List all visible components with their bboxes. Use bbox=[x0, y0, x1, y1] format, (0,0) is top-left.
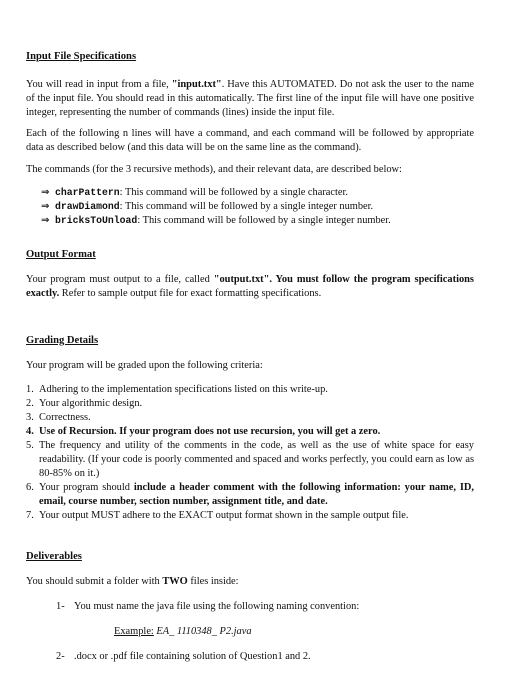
deliverable-item bbox=[56, 600, 474, 614]
output-format-bold-text: . You must follow the program specifications exactly. bbox=[26, 274, 474, 299]
command-item bbox=[41, 214, 474, 228]
deliverables-intro-text-b: files inside: bbox=[187, 576, 239, 587]
input-spec-paragraph-2: Each of the following n lines will have a command, and each command will be followed by appropriate data as described below (and this data will be on the same line as the command). bbox=[26, 128, 474, 153]
criteria-text-bold: include a header comment with the following information: your name, ID, email, course number, section number, assignment title, and date. bbox=[39, 482, 474, 507]
criteria-item bbox=[26, 411, 474, 425]
command-description: : This command will be followed by a single integer number. bbox=[137, 215, 391, 226]
grading-heading: Grading Details bbox=[26, 335, 99, 346]
criteria-text: Use of Recursion. If your program does not use recursion, you will get a zero. bbox=[39, 426, 381, 437]
example-label: Example: bbox=[114, 626, 154, 637]
right-arrow-icon: ⇒ bbox=[41, 201, 50, 212]
naming-example bbox=[114, 625, 474, 639]
command-item bbox=[41, 186, 474, 200]
command-description: : This command will be followed by a single integer number. bbox=[119, 201, 374, 212]
command-name: bricksToUnload bbox=[55, 215, 138, 226]
deliverables-intro-text-a: You should submit a folder with bbox=[26, 576, 163, 587]
criteria-text: Your output MUST adhere to the EXACT output format shown in the sample output file. bbox=[39, 510, 409, 521]
criteria-item bbox=[26, 397, 474, 411]
input-spec-paragraph-3: The commands (for the 3 recursive methods), and their relevant data, are described below: bbox=[26, 164, 402, 175]
deliverables-count: TWO bbox=[162, 576, 188, 587]
deliverables-list bbox=[26, 600, 474, 664]
deliverables-intro bbox=[26, 575, 474, 589]
criteria-item bbox=[26, 425, 474, 439]
example-file-name: EA_ 1110348_ P2.java bbox=[153, 626, 252, 637]
criteria-text: Adhering to the implementation specifications listed on this write-up. bbox=[39, 384, 328, 395]
criteria-number: 5. bbox=[26, 440, 34, 451]
criteria-item bbox=[26, 439, 474, 481]
command-name: drawDiamond bbox=[55, 201, 120, 212]
grading-intro: Your program will be graded upon the following criteria: bbox=[26, 360, 263, 371]
input-spec-heading: Input File Specifications bbox=[26, 51, 137, 62]
input-spec-para1-text-b: . Have this AUTOMATED. Do not ask the user to the name of the input file. You should read in this automatically. The first line of the input file will have one positive integer, representing the number of commands (lines) inside the input file. bbox=[26, 79, 475, 118]
criteria-text-a: Your program should bbox=[39, 482, 134, 493]
output-format-text-b: Refer to sample output file for exact formatting specifications. bbox=[59, 288, 322, 299]
document-page bbox=[26, 50, 474, 664]
criteria-number: 3. bbox=[26, 412, 34, 423]
deliverable-text: You must name the java file using the following naming convention: bbox=[74, 601, 360, 612]
criteria-text: Your algorithmic design. bbox=[39, 398, 143, 409]
right-arrow-icon: ⇒ bbox=[41, 187, 50, 198]
deliverable-item bbox=[56, 650, 474, 664]
deliverable-number: 1- bbox=[56, 601, 65, 612]
command-item bbox=[41, 200, 474, 214]
criteria-item bbox=[26, 383, 474, 397]
criteria-item bbox=[26, 509, 474, 523]
command-name: charPattern bbox=[55, 187, 120, 198]
criteria-item bbox=[26, 481, 474, 509]
input-spec-paragraph-1 bbox=[26, 78, 474, 120]
criteria-number: 1. bbox=[26, 384, 34, 395]
criteria-number: 6. bbox=[26, 482, 34, 493]
command-list bbox=[41, 186, 474, 228]
criteria-number: 2. bbox=[26, 398, 34, 409]
criteria-text: The frequency and utility of the comments in the code, as well as the use of white space for easy readability. (If your code is poorly commented and spaced and works perfectly, you could earn as low as 80-85% on it.) bbox=[39, 440, 474, 479]
output-format-paragraph bbox=[26, 273, 474, 301]
deliverable-text: .docx or .pdf file containing solution of Question1 and 2. bbox=[74, 651, 311, 662]
deliverables-heading: Deliverables bbox=[26, 551, 82, 562]
output-format-heading: Output Format bbox=[26, 249, 96, 260]
output-format-text-a: Your program must output to a file, called bbox=[26, 274, 214, 285]
criteria-text: Correctness. bbox=[39, 412, 91, 423]
output-file-name: "output.txt" bbox=[213, 274, 270, 285]
right-arrow-icon: ⇒ bbox=[41, 215, 50, 226]
grading-criteria-list bbox=[26, 383, 474, 523]
criteria-text bbox=[39, 481, 474, 509]
deliverable-number: 2- bbox=[56, 651, 65, 662]
input-file-name: "input.txt" bbox=[171, 79, 222, 90]
criteria-number: 4. bbox=[26, 426, 34, 437]
criteria-number: 7. bbox=[26, 510, 34, 521]
input-spec-para1-text-a: You will read in input from a file, bbox=[26, 79, 172, 90]
command-description: : This command will be followed by a single character. bbox=[119, 187, 349, 198]
